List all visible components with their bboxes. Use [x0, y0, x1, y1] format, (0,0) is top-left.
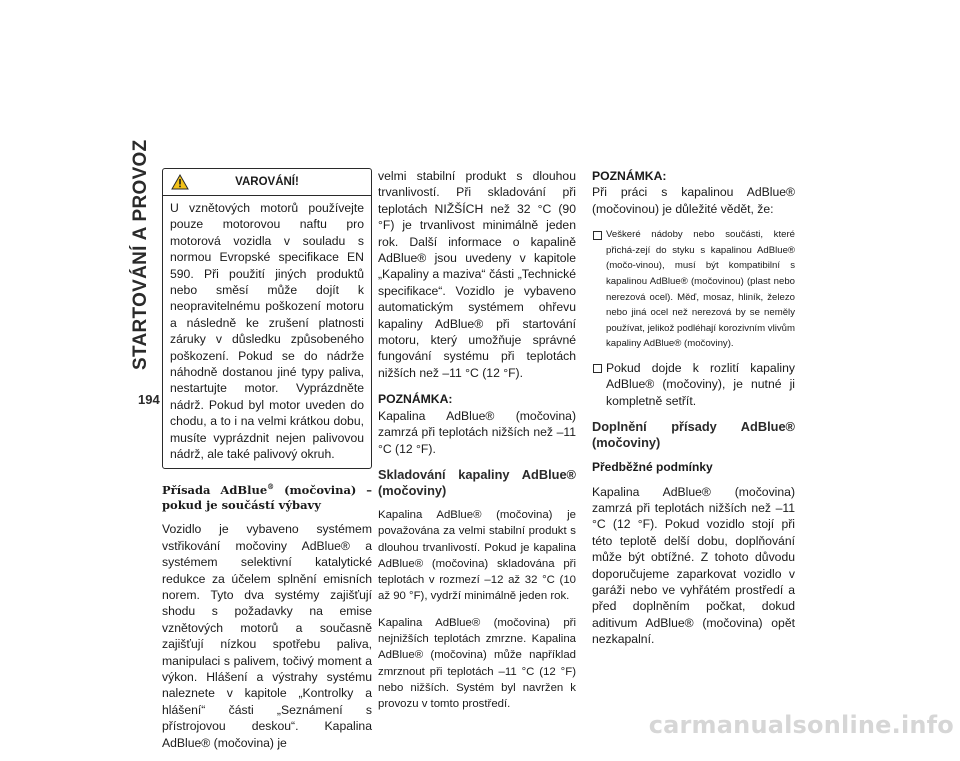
- column-right: [592, 168, 795, 658]
- adblue-intro-paragraph: Vozidlo je vybaveno systémem vstřikování močoviny AdBlue® a systémem selektivní katalytické redukce za účelem splnění emisních norem. Tyto dva systémy zajišťují shodu s požadavky na emise vznětových motorů a současně zajišťují nízkou spotřebu paliva, manipulaci s palivem, točivý moment a výkon. Hlášení a výstrahy systému naleznete v kapitole „Kontrolky a hlášení“ části „Seznámení s přístrojovou deskou“. Kapalina AdBlue® (močovina) je: [162, 522, 372, 750]
- adblue-heading-part1: Přísada AdBlue: [162, 482, 268, 497]
- watermark: carmanualsonline.info: [648, 711, 954, 739]
- warning-box: [162, 168, 372, 469]
- note-text: Kapalina AdBlue® (močovina) zamrzá při teplotách nižších než –11 °C (12 °F).: [378, 408, 576, 456]
- chapter-title: STARTOVÁNÍ A PROVOZ: [130, 139, 151, 370]
- note-title: POZNÁMKA:: [378, 392, 453, 407]
- warning-title: VAROVÁNÍ!: [235, 175, 299, 188]
- shelf-life-paragraph: velmi stabilní produkt s dlouhou trvanlivostí. Při skladování při teplotách NIŽŠÍCH než 32 °C (90 °F) je trvanlivost minimálně jeden rok. Další informace o kapalině AdBlue® jsou uvedeny v kapitole „Kapaliny a maziva“ části „Technické specifikace“. Vozidlo je vybaveno automatickým systémem ohřevu kapaliny AdBlue® při startování motoru, který umožňuje správné fungování systému při teplotách nižších než –11 °C (12 °F).: [378, 169, 576, 380]
- note-title: POZNÁMKA:: [592, 169, 667, 183]
- list-item: Pokud dojde k rozlití kapaliny AdBlue® (močoviny), je nutné ji kompletně setřít.: [592, 360, 795, 409]
- column-left: [162, 168, 372, 761]
- warning-icon: [171, 174, 189, 190]
- adblue-heading: [162, 479, 372, 514]
- list-item: Veškeré nádoby nebo součásti, které přichá-zejí do styku s kapalinou AdBlue® (močo-vinou), musí být kompatibilní s kapalinou AdBlue® (močovinou) (plast nebo nerezová ocel). Měď, mosaz, hliník, železo nebo jiná ocel než nerezová by se neměly používat, jelikož podléhají korozivním vlivům kapaliny AdBlue® (močoviny).: [592, 227, 795, 352]
- page-number: 194: [138, 392, 160, 407]
- storage-heading: Skladování kapaliny AdBlue® (močoviny): [378, 466, 576, 498]
- note-intro: Při práci s kapalinou AdBlue® (močovinou) je důležité vědět, že:: [592, 185, 795, 216]
- adblue-heading-part2: (močovina) – pokud je součástí výbavy: [162, 482, 373, 513]
- refill-paragraph: Kapalina AdBlue® (močovina) zamrzá při teplotách nižších než –11 °C (12 °F). Pokud vozidlo stojí při této teplotě delší dobu, doplňování může být obtížné. Z tohoto důvodu doporučujeme zaparkovat vozidlo v garáži nebo ve vyhřátém prostředí a před doplněním počkat, dokud aditivum AdBlue® (močovina) opět nezkapalní.: [592, 484, 795, 647]
- refill-heading: Doplnění přísady AdBlue® (močoviny): [592, 419, 795, 451]
- warning-text: U vznětových motorů používejte pouze motorovou naftu pro motorová vozidla v souladu s normou Evropské specifikace EN 590. Při použití jiných produktů nebo směsí může dojít k neopravitelnému poškození motoru a následně ke zrušení platnosti záruky v důsledku způsobeného poškození. Pokud se do nádrže náhodně dostanou jiné typy paliva, nestartujte motor. Vyprázdněte nádrž. Pokud byl motor uveden do chodu, a to i na velmi krátkou dobu, musíte vyprázdnit nejen palivovou nádrž, ale také palivový okruh.: [170, 201, 364, 462]
- chapter-sidebar: [130, 139, 162, 370]
- registered-mark: ®: [267, 481, 275, 491]
- warning-header: [163, 169, 371, 196]
- preconditions-subheading: Předběžné podmínky: [592, 460, 713, 475]
- column-middle: [378, 168, 576, 722]
- freezing-paragraph: Kapalina AdBlue® (močovina) při nejnižších teplotách zmrzne. Kapalina AdBlue® (močovina) může například zmrznout při teplotách –11 °C (12 °F) nebo nižších. Systém byl navržen k provozu v tomto prostředí.: [378, 616, 576, 711]
- storage-paragraph: Kapalina AdBlue® (močovina) je považována za velmi stabilní produkt s dlouhou trvanlivostí. Pokud je kapalina AdBlue® (močovina) skladována při teplotách v rozmezí –12 až 32 °C (10 až 90 °F), vydrží minimálně jeden rok.: [378, 508, 576, 603]
- note-bullet-list: [592, 227, 795, 409]
